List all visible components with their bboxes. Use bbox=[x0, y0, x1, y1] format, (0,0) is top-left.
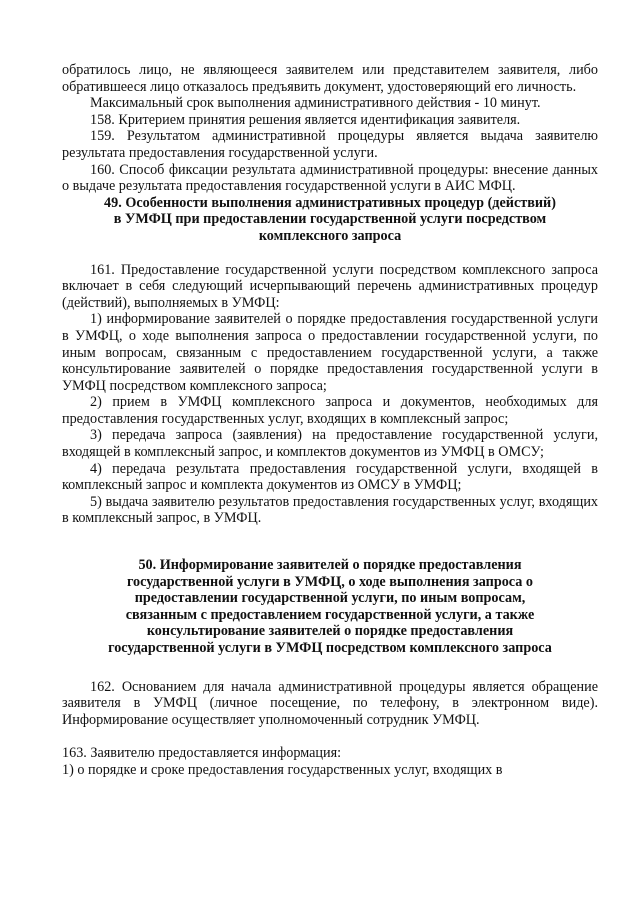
paragraph-163-item-1: 1) о порядке и сроке предоставления государственных услуг, входящих в bbox=[62, 761, 503, 778]
paragraph-160: 160. Способ фиксации результата административной процедуры: внесение данных о выдаче результата предоставления государственной услуги в АИС МФЦ. bbox=[62, 161, 598, 195]
list-item-3: 3) передача запроса (заявления) на предоставление государственной услуги, входящей в комплексный запрос, и комплектов документов из УМФЦ в ОМСУ; bbox=[62, 427, 598, 461]
paragraph-162: 162. Основанием для начала административной процедуры является обращение заявителя в УМФЦ (личное посещение, по телефону, в электронном виде). Информирование осуществляет уполномоченный сотрудник УМФЦ. bbox=[62, 678, 598, 728]
paragraph-161: 161. Предоставление государственной услуги посредством комплексного запроса включает в себя следующий исчерпывающий перечень административных процедур (действий), выполняемых в УМФЦ: bbox=[62, 261, 598, 311]
spacer bbox=[62, 245, 598, 262]
list-item-4: 4) передача результата предоставления государственной услуги, входящей в комплексный запрос и комплекта документов из ОМСУ в УМФЦ; bbox=[62, 460, 598, 494]
spacer bbox=[62, 728, 598, 745]
paragraph-continuation: обратилось лицо, не являющееся заявителем или представителем заявителя, либо обратившееся лицо отказалось предъявить документ, удостоверяющий его личность. bbox=[62, 62, 598, 95]
section-50-heading: 50. Информирование заявителей о порядке предоставления государственной услуги в УМФЦ, о ходе выполнения запроса о предоставлении государственной услуги, по иным вопросам, связанным с предоставлением государственной услуги, а также консультирование заявителей о порядке предоставления государственной услуги в УМФЦ посредством комплексного запроса bbox=[108, 557, 552, 656]
paragraph-158: 158. Критерием принятия решения является идентификация заявителя. bbox=[90, 111, 521, 128]
spacer bbox=[62, 657, 598, 679]
document-page bbox=[62, 62, 598, 779]
paragraph-163: 163. Заявителю предоставляется информация: bbox=[62, 745, 342, 762]
paragraph-max-time: Максимальный срок выполнения административного действия - 10 минут. bbox=[90, 95, 541, 112]
list-item-5: 5) выдача заявителю результатов предоставления государственных услуг, входящих в комплексный запрос, в УМФЦ. bbox=[62, 493, 598, 527]
list-item-1: 1) информирование заявителей о порядке предоставления государственной услуги в УМФЦ, о ходе выполнения запроса о предоставлении государственной услуги, по иным вопросам, связанным с предоставлением государственной услуги, а также консультирование заявителей о порядке предоставления государственной услуги в УМФЦ посредством комплексного запроса; bbox=[62, 311, 598, 394]
spacer bbox=[62, 527, 598, 557]
section-49-heading: 49. Особенности выполнения административных процедур (действий) в УМФЦ при предоставлении государственной услуги посредством комплексного запроса bbox=[104, 194, 556, 244]
paragraph-159: 159. Результатом административной процедуры является выдача заявителю результата предоставления государственной услуги. bbox=[62, 128, 598, 161]
list-item-2: 2) прием в УМФЦ комплексного запроса и документов, необходимых для предоставления государственных услуг, входящих в комплексный запрос; bbox=[62, 394, 598, 427]
